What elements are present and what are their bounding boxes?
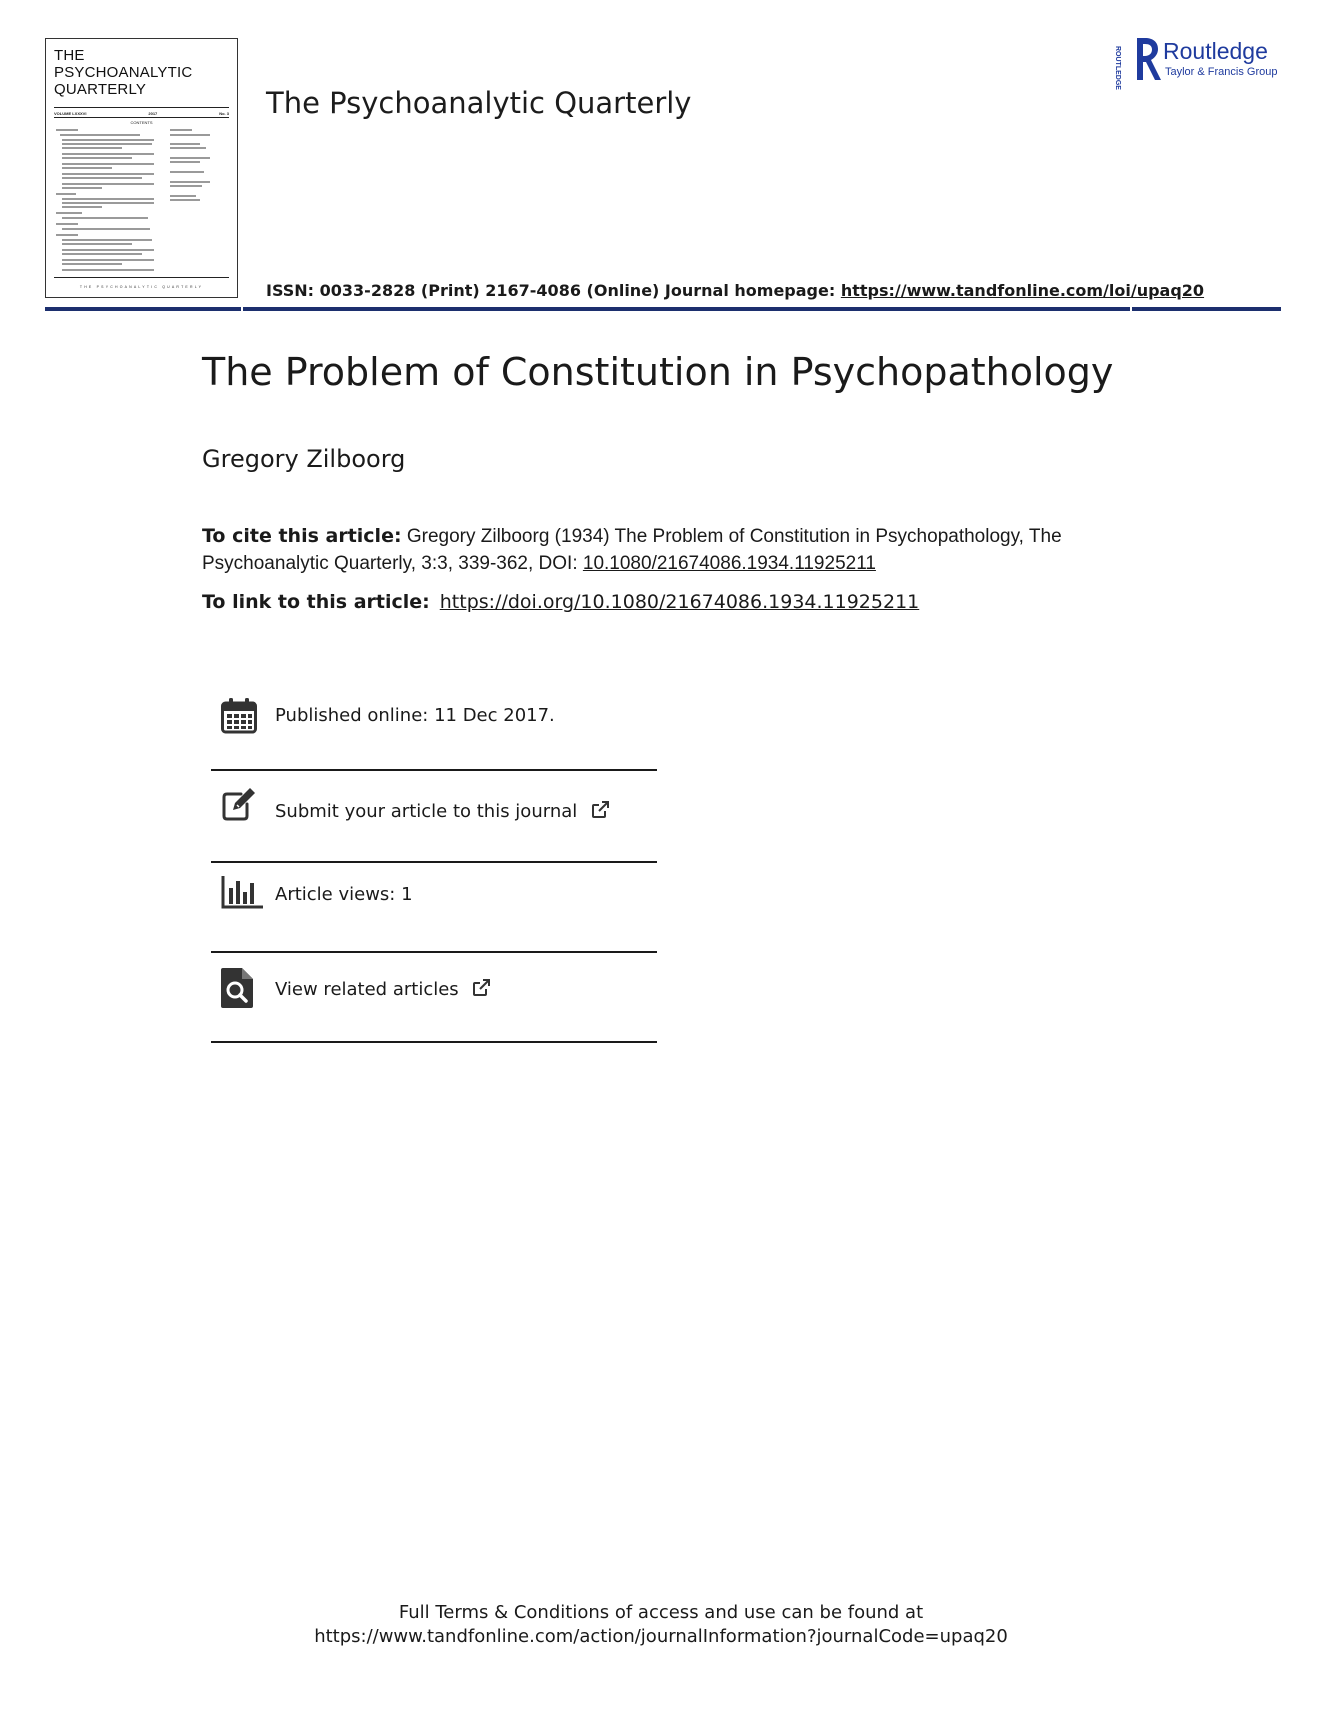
journal-title: The Psychoanalytic Quarterly xyxy=(266,86,692,120)
cover-text-line xyxy=(170,195,196,197)
header-rule-gap xyxy=(241,307,243,311)
cover-footer: THE PSYCHOANALYTIC QUARTERLY xyxy=(79,285,204,289)
cover-text-line xyxy=(170,185,202,187)
info-divider xyxy=(211,1041,657,1043)
publisher-tagline: Taylor & Francis Group xyxy=(1165,66,1278,78)
related-articles-label[interactable] xyxy=(275,978,491,1000)
cover-text-line xyxy=(62,206,102,208)
cover-text-line xyxy=(62,269,154,271)
article-doi-link[interactable]: https://doi.org/10.1080/21674086.1934.11925211 xyxy=(439,591,920,613)
external-link-icon xyxy=(472,978,491,997)
published-online-label: Published online: 11 Dec 2017. xyxy=(275,705,555,726)
cover-text-line xyxy=(56,193,76,195)
cover-text-line xyxy=(56,129,78,131)
calendar-icon xyxy=(221,698,257,734)
cover-text-line xyxy=(62,228,150,230)
link-label: To link to this article: xyxy=(202,591,430,613)
related-articles-text[interactable]: View related articles xyxy=(275,979,459,1000)
cover-rule xyxy=(54,277,229,278)
issn-line xyxy=(266,281,1204,300)
terms-footer xyxy=(0,1601,1322,1649)
info-divider xyxy=(211,861,657,863)
cover-contents-heading: CONTENTS xyxy=(130,120,153,125)
cover-text-line xyxy=(62,249,154,251)
citation-doi-link[interactable]: 10.1080/21674086.1934.11925211 xyxy=(582,553,876,574)
cover-text-line xyxy=(62,198,154,200)
cover-text-line xyxy=(62,163,154,165)
info-divider xyxy=(211,951,657,953)
cover-text-line xyxy=(56,223,78,225)
cover-text-line xyxy=(62,183,154,185)
cover-text-line xyxy=(170,143,200,145)
bar-chart-icon xyxy=(221,874,265,910)
cover-text-line xyxy=(56,212,82,214)
info-divider xyxy=(211,769,657,771)
cover-title xyxy=(54,47,192,98)
cover-text-line xyxy=(62,253,142,255)
edit-icon xyxy=(221,786,257,822)
footer-line-1: Full Terms & Conditions of access and use can be found at xyxy=(398,1602,924,1623)
cover-text-line xyxy=(62,147,122,149)
cover-text-line xyxy=(62,202,154,204)
cover-year: 2017 xyxy=(148,111,158,116)
published-online-row xyxy=(211,695,657,755)
article-link-block xyxy=(202,591,919,613)
cover-title-line: PSYCHOANALYTIC xyxy=(54,64,193,81)
article-views-row xyxy=(211,874,657,934)
cover-text-line xyxy=(170,199,200,201)
cover-text-line xyxy=(62,157,132,159)
cover-text-line xyxy=(56,234,78,236)
cover-text-line xyxy=(170,129,192,131)
footer-terms-url[interactable]: https://www.tandfonline.com/action/journalInformation?journalCode=upaq20 xyxy=(314,1626,1008,1647)
cover-number: No. 3 xyxy=(219,111,229,116)
citation-label: To cite this article: xyxy=(202,525,402,547)
routledge-vertical-text: ROUTLEDGE xyxy=(1114,46,1121,90)
related-articles-row[interactable] xyxy=(211,964,657,1024)
cover-text-line xyxy=(62,143,152,145)
cover-title-line: THE xyxy=(54,47,85,64)
cover-text-line xyxy=(62,187,102,189)
cover-text-line xyxy=(170,147,206,149)
cover-text-line xyxy=(62,259,154,261)
submit-article-text[interactable]: Submit your article to this journal xyxy=(275,801,578,822)
header-rule xyxy=(45,307,1281,311)
article-title: The Problem of Constitution in Psychopathology xyxy=(202,350,1114,394)
header-rule-gap xyxy=(1130,307,1132,311)
article-author: Gregory Zilboorg xyxy=(202,445,406,473)
cover-text-line xyxy=(62,217,148,219)
cover-text-line xyxy=(62,167,112,169)
cover-title-line: QUARTERLY xyxy=(54,81,147,98)
cover-text-line xyxy=(170,157,210,159)
search-document-icon xyxy=(221,968,253,1008)
cover-meta xyxy=(54,111,229,116)
cover-text-line xyxy=(62,173,154,175)
journal-cover-thumbnail xyxy=(45,38,238,298)
routledge-r-icon xyxy=(1133,36,1161,82)
cover-text-line xyxy=(62,153,154,155)
citation-text: Gregory Zilboorg (1934) The Problem of Constitution in Psychopathology, The Psychoanalytic Quarterly, 3:3, 339-362, DOI: xyxy=(202,526,1062,574)
cover-rule xyxy=(54,117,229,118)
cover-text-line xyxy=(62,239,152,241)
cover-text-line xyxy=(62,263,122,265)
issn-text: ISSN: 0033-2828 (Print) 2167-4086 (Online) Journal homepage: xyxy=(266,281,841,300)
journal-homepage-link[interactable]: https://www.tandfonline.com/loi/upaq20 xyxy=(840,281,1205,300)
cover-text-line xyxy=(170,181,210,183)
cover-volume: VOLUME LXXXVI xyxy=(54,111,87,116)
citation-block xyxy=(202,523,1142,577)
cover-text-line xyxy=(62,139,154,141)
cover-text-line xyxy=(170,171,204,173)
cover-rule xyxy=(54,107,229,108)
cover-text-line xyxy=(170,161,200,163)
cover-text-line xyxy=(62,243,132,245)
publisher-name: Routledge xyxy=(1163,38,1268,64)
cover-text-line xyxy=(60,134,140,136)
cover-text-line xyxy=(62,177,142,179)
external-link-icon xyxy=(591,800,610,819)
article-views-label: Article views: 1 xyxy=(275,884,413,905)
submit-article-label[interactable] xyxy=(275,800,610,822)
cover-text-line xyxy=(170,134,210,136)
submit-article-row[interactable] xyxy=(211,782,657,842)
